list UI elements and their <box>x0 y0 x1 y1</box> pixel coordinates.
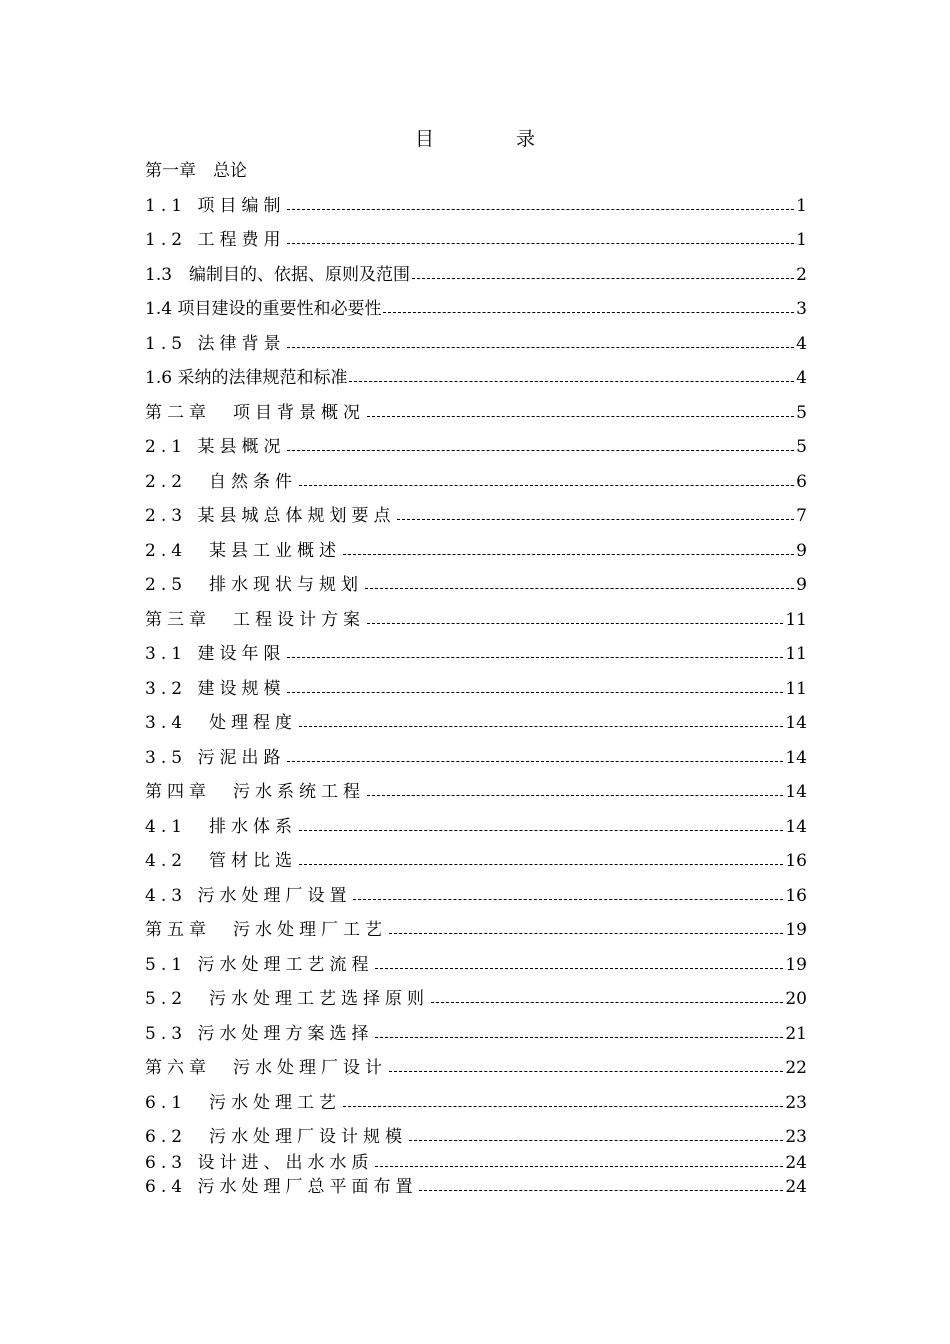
toc-entry <box>145 264 807 286</box>
toc-entry <box>145 747 807 769</box>
toc-entry-heading <box>145 1057 807 1079</box>
toc-entry-page: 3 <box>796 299 807 319</box>
toc-entry-page: 5 <box>796 437 807 457</box>
leader-dots <box>299 853 783 865</box>
toc-entry <box>145 471 807 493</box>
toc-entry-heading <box>145 402 807 424</box>
leader-dots <box>375 1155 783 1167</box>
toc-entry-label: 3.4 处理程度 <box>145 713 298 733</box>
toc-entry-page: 16 <box>785 886 807 906</box>
toc-entry-label: 1.2 工程费用 <box>145 230 286 250</box>
toc-entry-heading <box>145 160 807 182</box>
toc-entry-label: 3.1 建设年限 <box>145 644 286 664</box>
toc-entry-page: 1 <box>796 230 807 250</box>
toc-entry-page: 24 <box>785 1153 807 1173</box>
leader-dots <box>299 819 783 831</box>
toc-entry-label: 第二章 项目背景概况 <box>145 403 365 423</box>
page-title: 目 录 <box>414 128 574 150</box>
leader-dots <box>365 577 794 589</box>
toc-entry-page: 6 <box>796 472 807 492</box>
toc-entry-page: 24 <box>785 1177 807 1197</box>
leader-dots <box>287 750 783 762</box>
toc-entry-page: 20 <box>785 989 807 1009</box>
toc-entry-page: 9 <box>796 575 807 595</box>
toc-entry-label: 5.2 污水处理工艺选择原则 <box>145 989 430 1009</box>
toc-entry-label: 第六章 污水处理厂设计 <box>145 1058 387 1078</box>
toc-entry-page: 14 <box>785 782 807 802</box>
toc-entry-label: 4.2 管材比选 <box>145 851 298 871</box>
toc-entry <box>145 367 807 389</box>
toc-entry-page: 19 <box>785 955 807 975</box>
leader-dots <box>287 336 794 348</box>
toc-entry-label: 5.1 污水处理工艺流程 <box>145 955 374 975</box>
toc-entry <box>145 712 807 734</box>
toc-entry-heading <box>145 781 807 803</box>
leader-dots <box>397 508 794 520</box>
leader-dots <box>343 543 794 555</box>
toc-entry-label: 1.6 采纳的法律规范和标准 <box>145 368 348 388</box>
toc-entry-page: 14 <box>785 817 807 837</box>
toc-entry <box>145 988 807 1010</box>
toc-entry-page: 16 <box>785 851 807 871</box>
toc-entry-page: 2 <box>796 265 807 285</box>
leader-dots <box>343 1095 783 1107</box>
toc-entry-label: 6.4 污水处理厂总平面布置 <box>145 1177 418 1197</box>
toc-entry <box>145 505 807 527</box>
toc-entry-label: 1.4 项目建设的重要性和必要性 <box>145 299 382 319</box>
toc-entry-page: 1 <box>796 196 807 216</box>
toc-entry-label: 2.1 某县概况 <box>145 437 286 457</box>
toc-entry-label: 6.3 设计进、出水水质 <box>145 1153 374 1173</box>
leader-dots <box>287 198 794 210</box>
toc-entry <box>145 1092 807 1114</box>
toc-entry <box>145 1023 807 1045</box>
leader-dots <box>389 1060 783 1072</box>
toc-entry-label: 1.1 项目编制 <box>145 196 286 216</box>
leader-dots <box>419 1179 783 1191</box>
leader-dots <box>367 405 794 417</box>
toc-entry <box>145 540 807 562</box>
toc-entry-label: 第一章 总论 <box>145 161 247 181</box>
toc-entry <box>145 195 807 217</box>
toc-entry-label: 2.5 排水现状与规划 <box>145 575 364 595</box>
toc-entry-label: 第三章 工程设计方案 <box>145 610 365 630</box>
toc-entry-page: 21 <box>785 1024 807 1044</box>
toc-entry <box>145 436 807 458</box>
toc-entry <box>145 298 807 320</box>
leader-dots <box>349 370 794 382</box>
toc-entry-label: 第四章 污水系统工程 <box>145 782 365 802</box>
toc-entry-page: 7 <box>796 506 807 526</box>
leader-dots <box>287 681 783 693</box>
toc-entry-label: 第五章 污水处理厂工艺 <box>145 920 387 940</box>
toc-entry-heading <box>145 609 807 631</box>
toc-entry-label: 1.3 编制目的、依据、原则及范围 <box>145 265 411 285</box>
toc-entry-page: 9 <box>796 541 807 561</box>
toc-entry-label: 3.2 建设规模 <box>145 679 286 699</box>
leader-dots <box>299 474 794 486</box>
toc-entry-page: 19 <box>785 920 807 940</box>
leader-dots <box>389 922 783 934</box>
toc-entry-label: 4.1 排水体系 <box>145 817 298 837</box>
toc-entry-page: 11 <box>785 644 807 664</box>
toc-entry-label: 2.4 某县工业概述 <box>145 541 342 561</box>
toc-entry-label: 2.3 某县城总体规划要点 <box>145 506 396 526</box>
leader-dots <box>412 267 794 279</box>
toc-entry-page: 22 <box>785 1058 807 1078</box>
toc-entry-page: 4 <box>796 334 807 354</box>
toc-entry <box>145 954 807 976</box>
leader-dots <box>367 612 783 624</box>
toc-entry-heading <box>145 919 807 941</box>
toc-entry-page: 23 <box>785 1127 807 1147</box>
toc-entry <box>145 643 807 665</box>
toc-entry <box>145 574 807 596</box>
leader-dots <box>287 646 783 658</box>
toc-entry <box>145 850 807 872</box>
toc-entry-label: 4.3 污水处理厂设置 <box>145 886 352 906</box>
leader-dots <box>375 957 783 969</box>
toc-entry-label: 2.2 自然条件 <box>145 472 298 492</box>
toc-entry <box>145 816 807 838</box>
toc-entry <box>145 333 807 355</box>
toc-entry <box>145 885 807 907</box>
toc-entry-page: 14 <box>785 713 807 733</box>
leader-dots <box>431 991 783 1003</box>
toc-entry-page: 11 <box>785 679 807 699</box>
leader-dots <box>287 232 794 244</box>
toc-entry-page: 4 <box>796 368 807 388</box>
toc-entry-page: 5 <box>796 403 807 423</box>
leader-dots <box>353 888 783 900</box>
toc-entry-label: 6.2 污水处理厂设计规模 <box>145 1127 408 1147</box>
toc-entry-page: 14 <box>785 748 807 768</box>
toc-entry <box>145 1176 807 1198</box>
toc-entry <box>145 678 807 700</box>
leader-dots <box>299 715 783 727</box>
toc-entry <box>145 1152 807 1174</box>
toc-entry-label: 6.1 污水处理工艺 <box>145 1093 342 1113</box>
leader-dots <box>409 1129 783 1141</box>
leader-dots <box>383 301 794 313</box>
toc-entry-label: 3.5 污泥出路 <box>145 748 286 768</box>
toc-entry-page: 11 <box>785 610 807 630</box>
toc-entry-label: 1.5 法律背景 <box>145 334 286 354</box>
leader-dots <box>375 1026 783 1038</box>
leader-dots <box>367 784 783 796</box>
toc-entry <box>145 229 807 251</box>
toc-entry-label: 5.3 污水处理方案选择 <box>145 1024 374 1044</box>
toc-entry-page: 23 <box>785 1093 807 1113</box>
leader-dots <box>287 439 794 451</box>
toc-entry <box>145 1126 807 1148</box>
